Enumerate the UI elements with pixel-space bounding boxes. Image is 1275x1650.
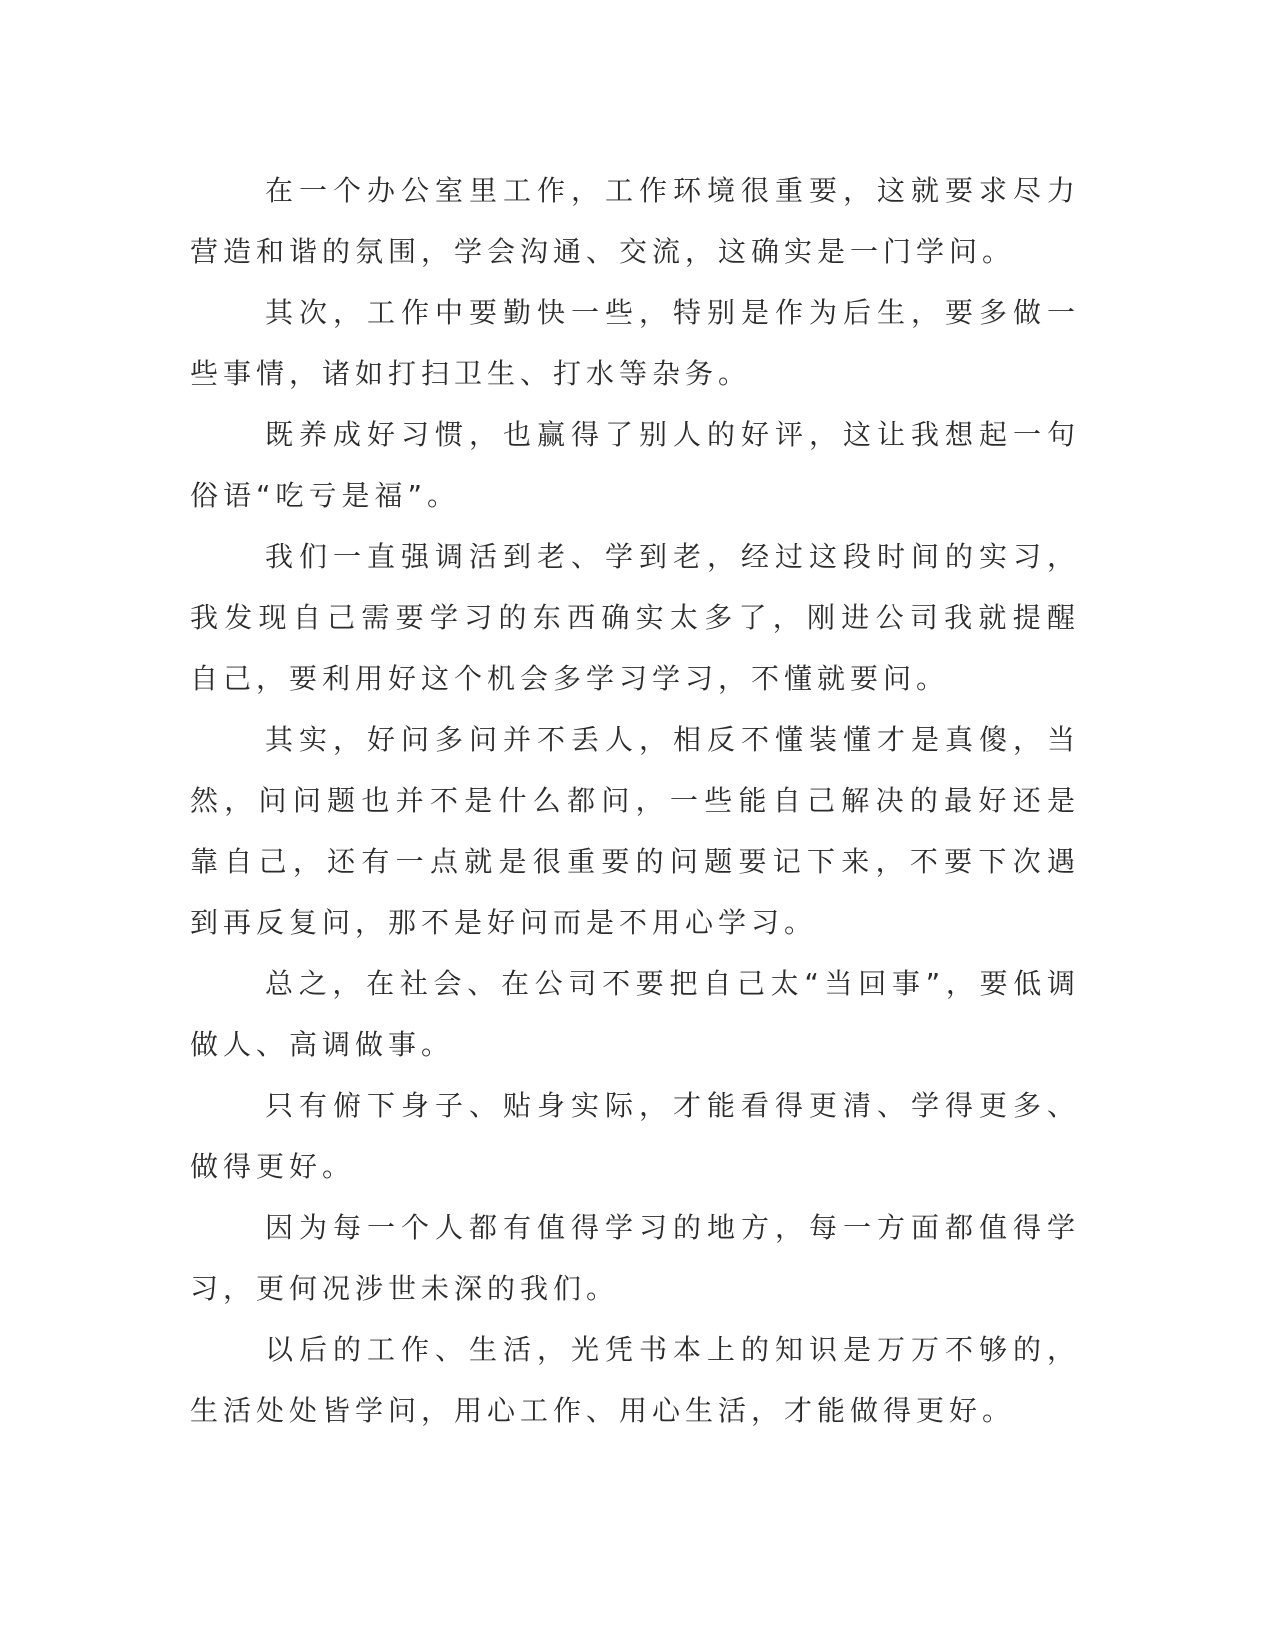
paragraph: 以后的工作、生活，光凭书本上的知识是万万不够的，生活处处皆学问，用心工作、用心生活，才能做得更好。 bbox=[190, 1333, 1080, 1427]
paragraph: 只有俯下身子、贴身实际，才能看得更清、学得更多、做得更好。 bbox=[190, 1089, 1080, 1183]
paragraph: 既养成好习惯，也赢得了别人的好评，这让我想起一句俗语“吃亏是福”。 bbox=[190, 418, 1080, 512]
paragraph: 其次，工作中要勤快一些，特别是作为后生，要多做一些事情，诸如打扫卫生、打水等杂务。 bbox=[190, 296, 1080, 390]
paragraph: 我们一直强调活到老、学到老，经过这段时间的实习，我发现自己需要学习的东西确实太多了，刚进公司我就提醒自己，要利用好这个机会多学习学习，不懂就要问。 bbox=[190, 540, 1080, 695]
paragraph: 总之，在社会、在公司不要把自己太“当回事”，要低调做人、高调做事。 bbox=[190, 967, 1080, 1061]
document-body bbox=[190, 160, 1080, 1441]
paragraph: 在一个办公室里工作，工作环境很重要，这就要求尽力营造和谐的氛围，学会沟通、交流，这确实是一门学问。 bbox=[190, 174, 1080, 268]
paragraph: 因为每一个人都有值得学习的地方，每一方面都值得学习，更何况涉世未深的我们。 bbox=[190, 1211, 1080, 1305]
paragraph: 其实，好问多问并不丢人，相反不懂装懂才是真傻，当然，问问题也并不是什么都问，一些能自己解决的最好还是靠自己，还有一点就是很重要的问题要记下来，不要下次遇到再反复问，那不是好问而是不用心学习。 bbox=[190, 723, 1080, 939]
